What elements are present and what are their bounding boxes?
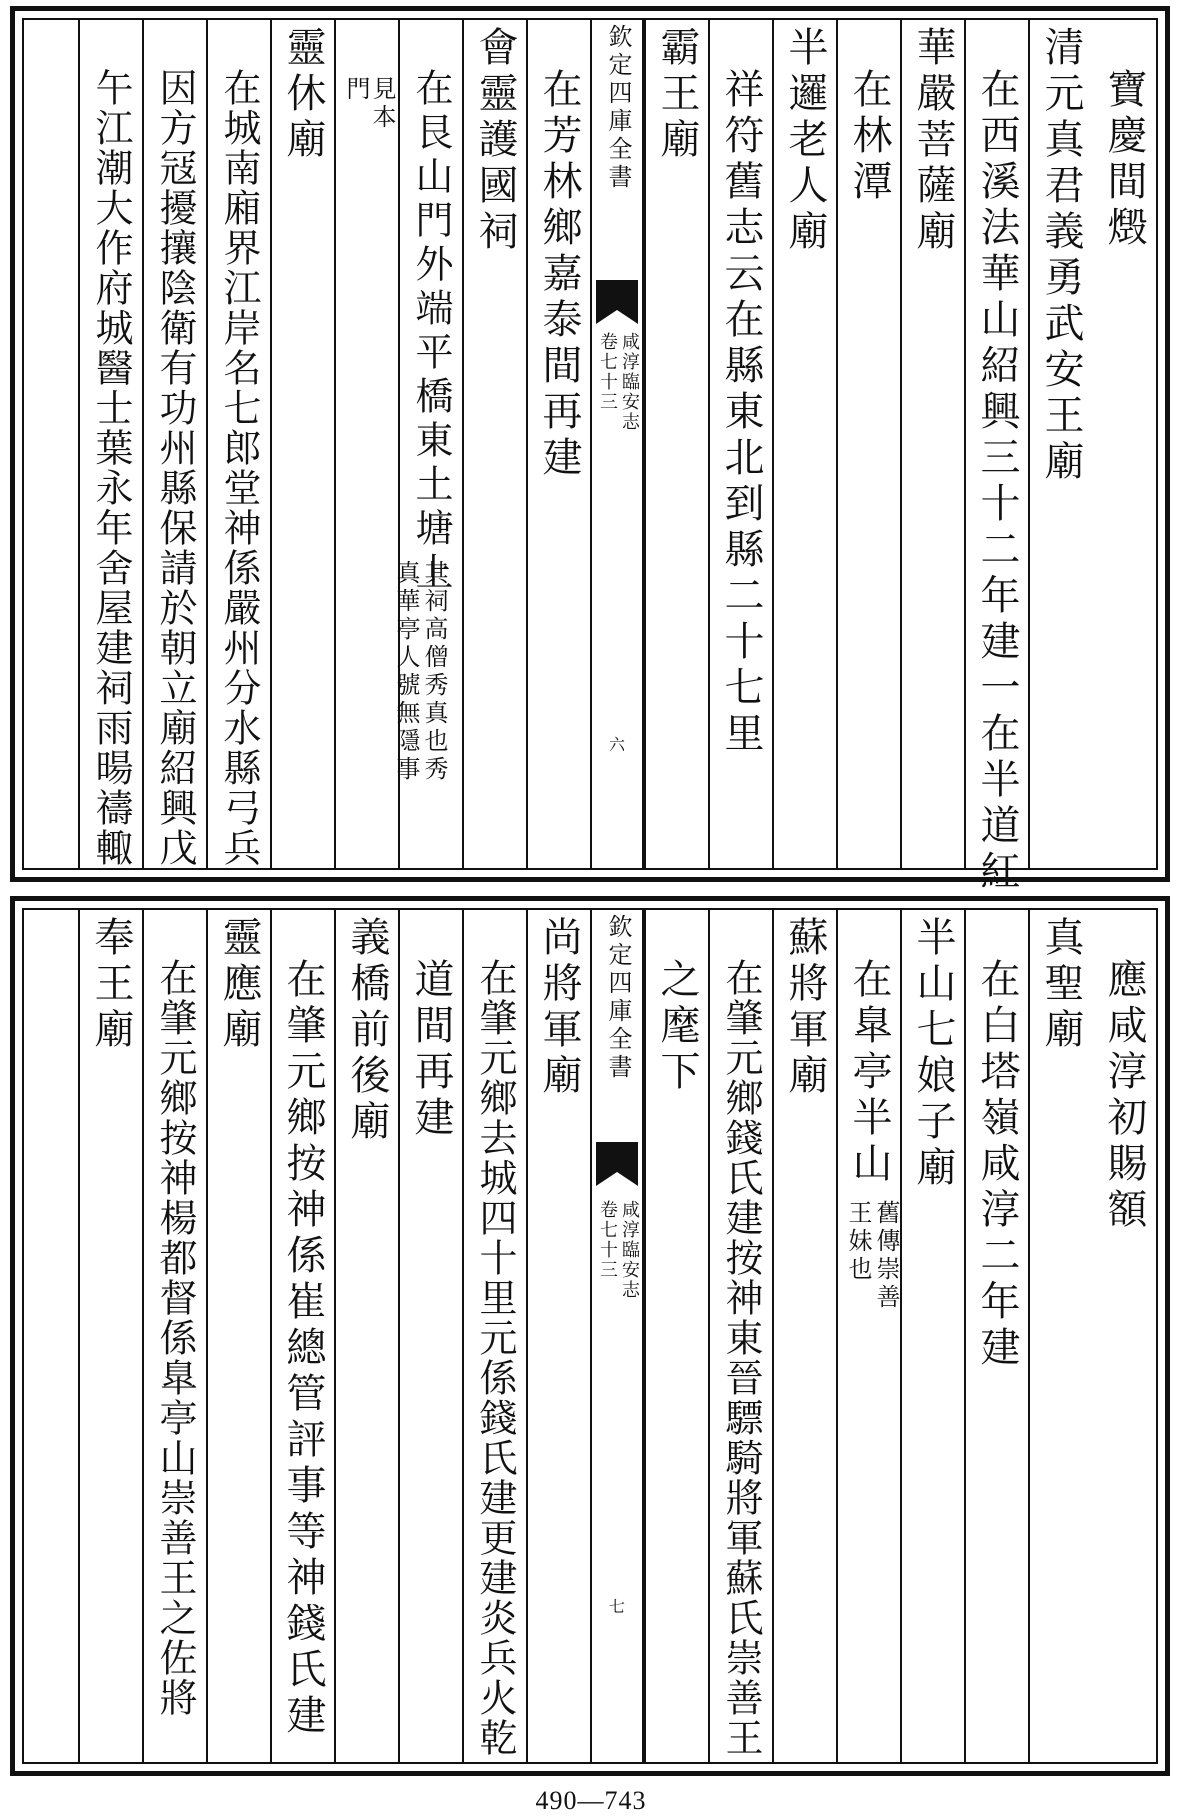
annotation-note: 王妹也 (844, 1200, 872, 1284)
bottom-page (10, 896, 1170, 1776)
text-column (398, 910, 462, 1762)
text-column (836, 20, 900, 868)
fold-volume: 卷七十三 (597, 1200, 618, 1280)
column-text: 在肇元鄉按神係崔總管評事等神錢氏建 (280, 958, 326, 1740)
fold-page-number: 七 (608, 1597, 625, 1616)
page-reference: 490—743 (535, 1786, 647, 1815)
text-column (334, 20, 398, 868)
center-fold (590, 910, 644, 1762)
text-column (526, 20, 590, 868)
column-text: 在艮山門外端平橋東土塘上 (409, 68, 453, 596)
column-text: 在肇元鄉去城四十里元係錢氏建更建炎兵火乾 (473, 958, 517, 1758)
column-text: 在城南廂界江岸名七郎堂神係嚴州分水縣弓兵 (217, 68, 261, 868)
column-text: 奉王廟 (88, 916, 134, 1054)
column-text: 祥符舊志云在縣東北到縣二十七里 (718, 68, 764, 758)
annotation-note: 門 (342, 76, 370, 104)
column-text: 在肇元鄉按神楊都督係臯亭山崇善王之佐將 (153, 958, 197, 1718)
text-column (900, 20, 964, 868)
text-column (206, 20, 270, 868)
text-column (1092, 910, 1156, 1762)
column-text: 在肇元鄉錢氏建按神東晉驃騎將軍蘇氏崇善王 (719, 958, 763, 1758)
text-column (772, 910, 836, 1762)
column-text: 寶慶間燬 (1101, 68, 1147, 252)
top-page-frame (22, 18, 1158, 896)
annotation-note: 見本 (368, 76, 396, 132)
column-text: 霸王廟 (654, 26, 700, 164)
column-text: 在西溪法華山紹興三十二年建一在半道紅 (974, 68, 1020, 896)
text-column (1028, 910, 1092, 1762)
column-text: 靈應廟 (216, 916, 262, 1054)
text-column (964, 910, 1028, 1762)
column-text: 應咸淳初賜額 (1101, 958, 1147, 1234)
column-text: 之麾下 (654, 958, 700, 1096)
column-text: 午江潮大作府城醫士葉永年舍屋建祠雨暘禱輙 (89, 68, 133, 868)
column-text: 在芳林鄉嘉泰間再建 (536, 68, 582, 482)
annotation-note: 其祠高僧秀真也秀 (420, 560, 448, 784)
text-column (142, 910, 206, 1762)
text-column (462, 20, 526, 868)
bottom-page-frame (22, 908, 1158, 1764)
text-column (206, 910, 270, 1762)
column-text: 半邏老人廟 (782, 26, 828, 256)
fishtail-mark-icon (596, 280, 638, 324)
column-text: 因方冦擾攘陰衛有功州縣保請於朝立廟紹興戊 (153, 68, 197, 868)
column-text: 在林潭 (846, 68, 892, 206)
column-text: 半山七娘子廟 (910, 916, 956, 1192)
text-column (772, 20, 836, 868)
center-fold (590, 20, 644, 868)
fold-title: 欽定四庫全書 (604, 914, 632, 1082)
text-column (78, 20, 142, 868)
text-column (142, 20, 206, 868)
text-column (644, 910, 708, 1762)
column-text: 清元真君義勇武安王廟 (1038, 26, 1084, 486)
fold-book-title: 咸淳臨安志 (619, 332, 640, 432)
fishtail-mark-icon (596, 1142, 638, 1186)
annotation-note: 舊傳崇善 (872, 1200, 900, 1312)
column-text: 在白塔嶺咸淳二年建 (974, 958, 1020, 1372)
text-column (1092, 20, 1156, 868)
text-column (392, 20, 462, 868)
fold-page-number: 六 (608, 735, 625, 754)
column-text: 在臯亭半山 (846, 958, 892, 1188)
text-column (334, 910, 398, 1762)
text-column (270, 910, 334, 1762)
text-column (78, 910, 142, 1762)
column-text: 道間再建 (408, 958, 454, 1142)
column-text: 尚將軍廟 (536, 916, 582, 1100)
column-text: 華嚴菩薩廟 (910, 26, 956, 256)
column-text: 義橋前後廟 (344, 916, 390, 1146)
fold-book-title: 咸淳臨安志 (619, 1200, 640, 1300)
fold-volume: 卷七十三 (597, 332, 618, 412)
text-column (644, 20, 708, 868)
column-text: 會靈護國祠 (472, 26, 518, 256)
annotation-note: 真華亭人號無隱事 (392, 560, 420, 784)
top-page (10, 6, 1170, 896)
text-column (900, 910, 964, 1762)
fold-title: 欽定四庫全書 (604, 24, 632, 192)
text-column (270, 20, 334, 868)
text-column (836, 910, 900, 1762)
text-column (964, 20, 1028, 896)
text-column (462, 910, 526, 1762)
text-column (708, 910, 772, 1762)
column-text: 真聖廟 (1038, 916, 1084, 1054)
text-column (1028, 20, 1092, 868)
column-text: 蘇將軍廟 (782, 916, 828, 1100)
text-column (708, 20, 772, 868)
text-column (526, 910, 590, 1762)
column-text: 靈休廟 (280, 26, 326, 164)
